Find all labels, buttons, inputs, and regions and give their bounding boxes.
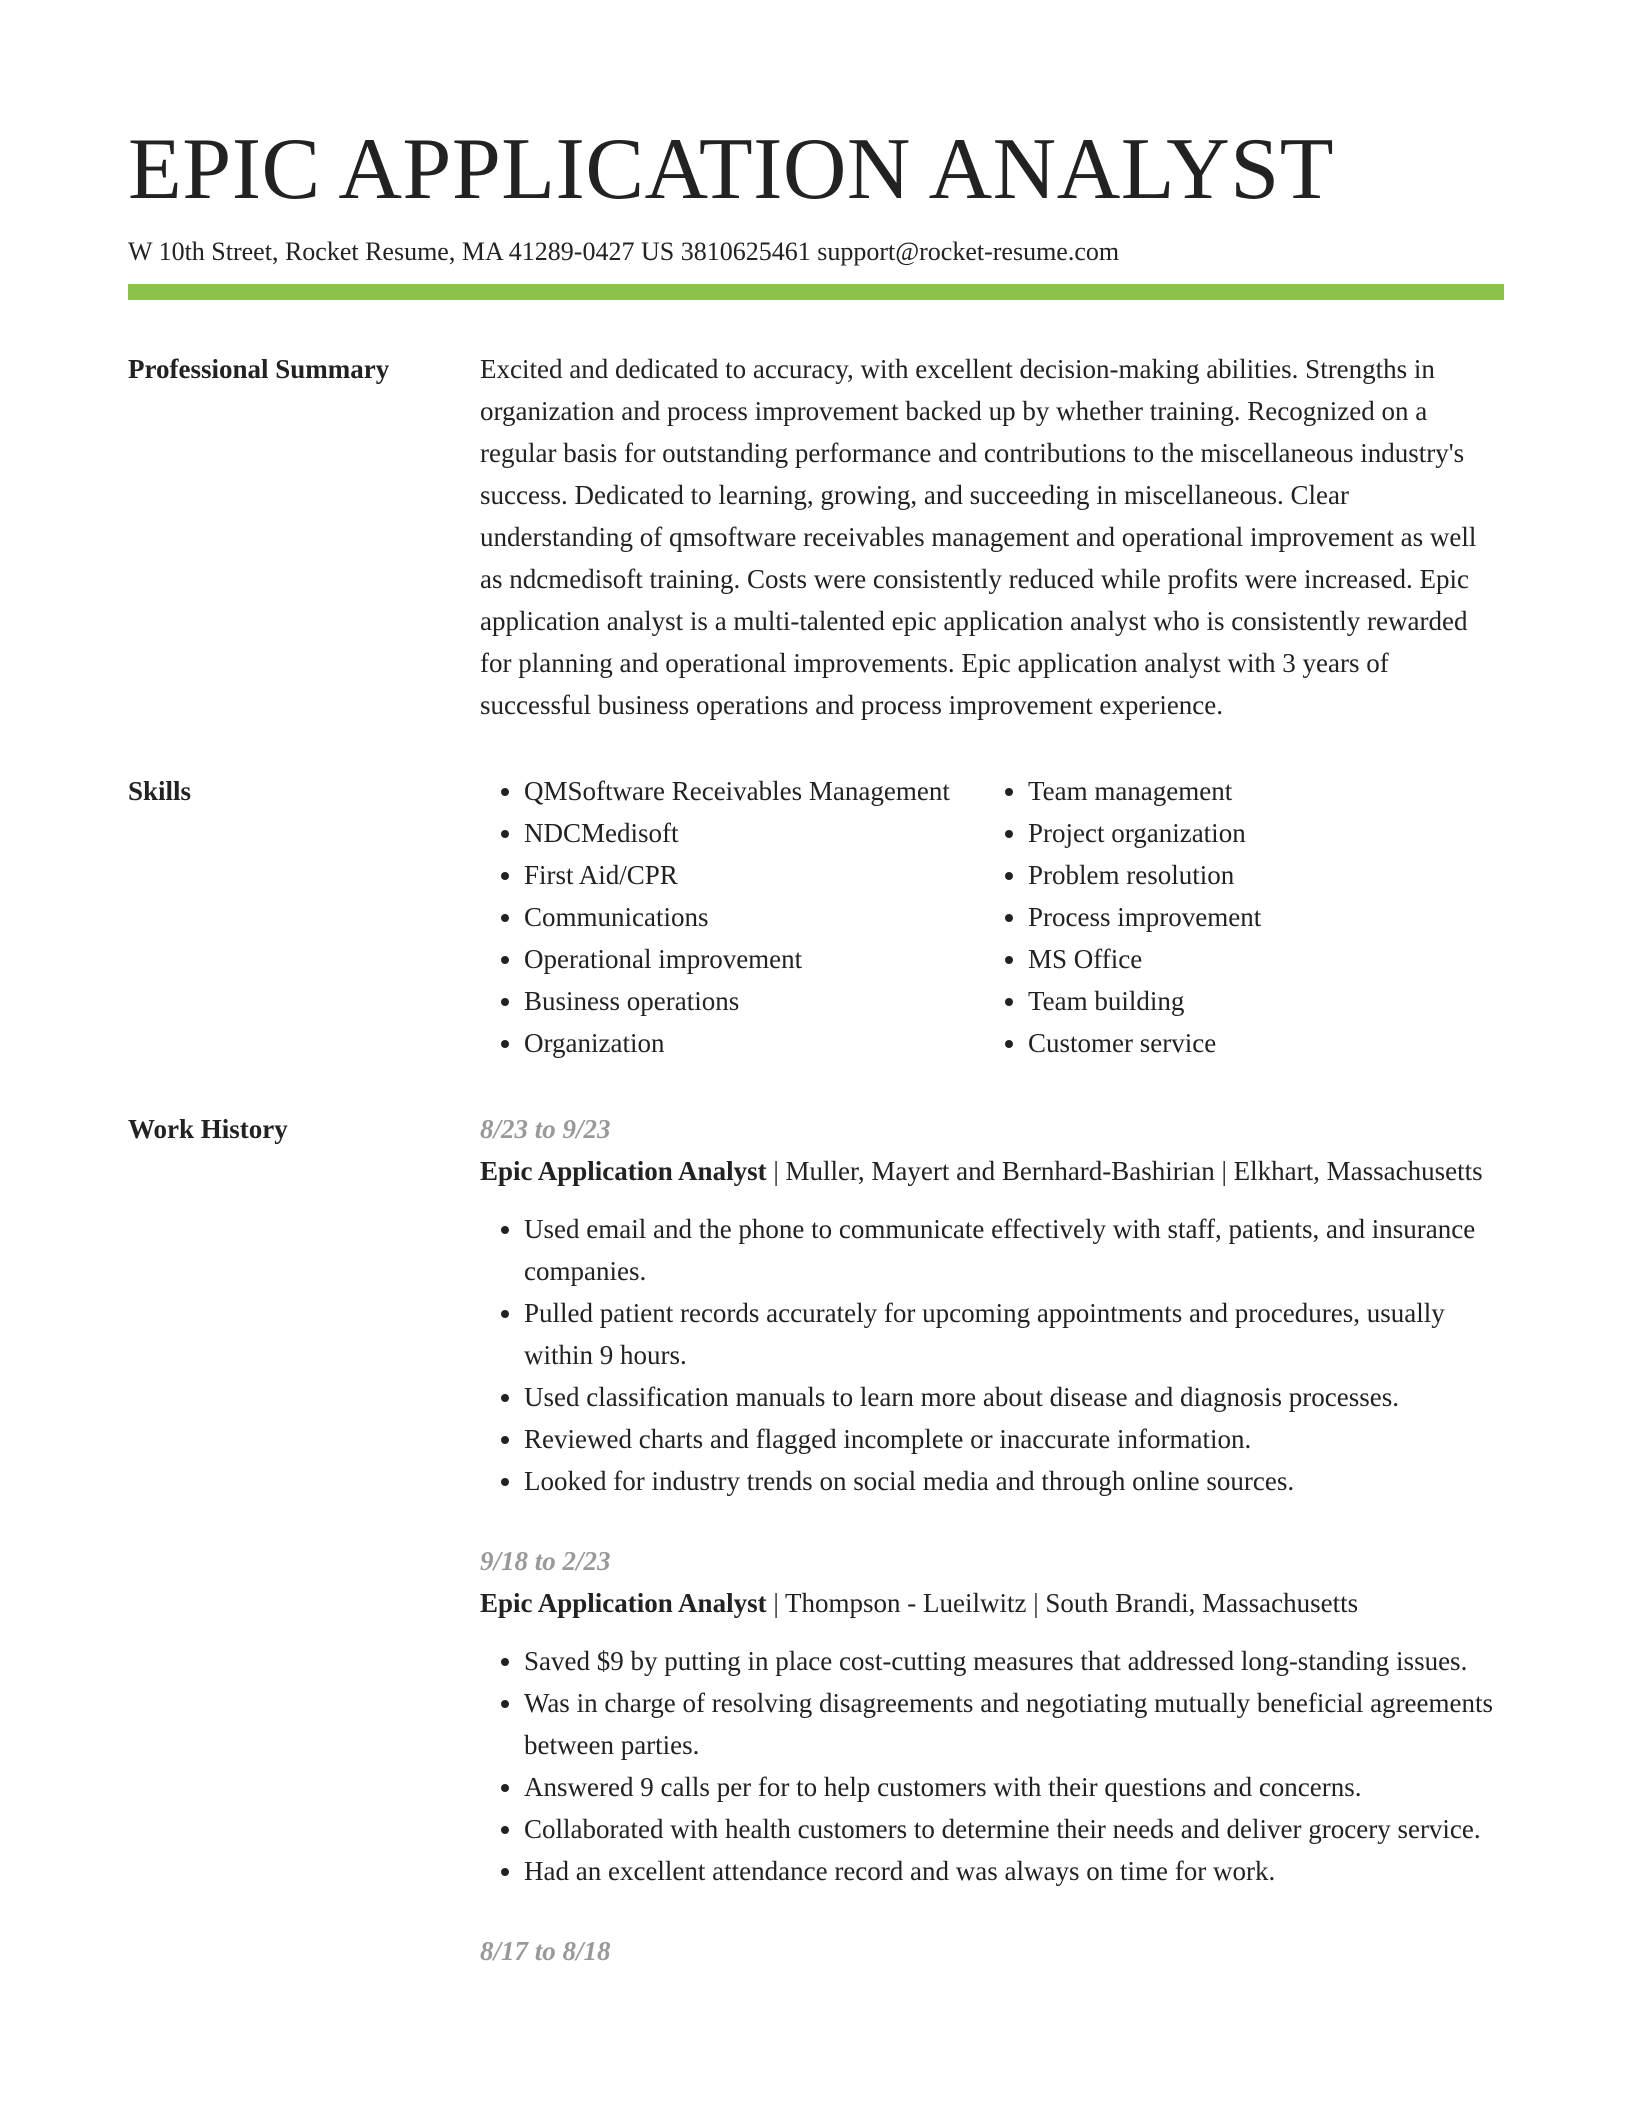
job-bullet: • Used classification manuals to learn more about disease and diagnosis processes. [524,1376,1504,1418]
job-dates: 8/23 to 9/23 [480,1114,611,1144]
work-history-heading: Work History [128,1114,288,1144]
skill-item: • MS Office [1028,938,1261,980]
job-entry [480,1930,1504,1972]
summary-section [128,348,1504,726]
skill-item: • Team building [1028,980,1261,1022]
skill-item: • Organization [524,1022,984,1064]
work-history-entries [480,1108,1504,2010]
job-title: Epic Application Analyst [480,1156,767,1186]
skills-column-1 [480,770,984,1064]
job-dates: 9/18 to 2/23 [480,1546,611,1576]
job-bullet: • Was in charge of resolving disagreements and negotiating mutually beneficial agreements between parties. [524,1682,1504,1766]
skill-item: • Customer service [1028,1022,1261,1064]
skill-item: • Team management [1028,770,1261,812]
job-bullet: • Looked for industry trends on social media and through online sources. [524,1460,1504,1502]
job-bullet: • Collaborated with health customers to determine their needs and deliver grocery service. [524,1808,1504,1850]
contact-line: W 10th Street, Rocket Resume, MA 41289-0427 US 3810625461 support@rocket-resume.com [128,237,1120,266]
job-bullet: • Used email and the phone to communicate effectively with staff, patients, and insurance companies. [524,1208,1504,1292]
work-history-section [128,1108,1504,2010]
job-bullet: • Pulled patient records accurately for upcoming appointments and procedures, usually within 9 hours. [524,1292,1504,1376]
skill-item: • Problem resolution [1028,854,1261,896]
job-dates: 8/17 to 8/18 [480,1936,611,1966]
skill-item: • Communications [524,896,984,938]
job-bullet: • Had an excellent attendance record and was always on time for work. [524,1850,1504,1892]
skills-heading: Skills [128,776,192,806]
skills-section [128,770,1504,1064]
job-heading [480,1150,1504,1192]
skill-item: • Business operations [524,980,984,1022]
summary-heading: Professional Summary [128,354,390,384]
job-heading [480,1582,1504,1624]
skill-item: • NDCMedisoft [524,812,984,854]
job-entry [480,1108,1504,1502]
job-employer-location: | Thompson - Lueilwitz | South Brandi, Massachusetts [766,1588,1359,1618]
resume-page [128,120,1504,2010]
resume-name: EPIC APPLICATION ANALYST [128,121,1334,218]
job-bullet: • Saved $9 by putting in place cost-cutting measures that addressed long-standing issues. [524,1640,1504,1682]
skill-item: • Operational improvement [524,938,984,980]
skill-item: • First Aid/CPR [524,854,984,896]
job-bullets [480,1640,1504,1892]
summary-text: Excited and dedicated to accuracy, with excellent decision-making abilities. Strengths in organization and process improvement backed up by whether training. Recognized on a regular basis for outstanding performance and contributions to the miscellaneous industry's success. Dedicated to learning, growing, and succeeding in miscellaneous. Clear understanding of qmsoftware receivables management and operational improvement as well as ndcmedisoft training. Costs were consistently reduced while profits were increased. Epic application analyst is a multi-talented epic application analyst who is consistently rewarded for planning and operational improvements. Epic application analyst with 3 years of successful business operations and process improvement experience. [480,354,1477,720]
job-bullets [480,1208,1504,1502]
job-employer-location: | Muller, Mayert and Bernhard-Bashirian | Elkhart, Massachusetts [766,1156,1483,1186]
skill-item: • Project organization [1028,812,1261,854]
skills-lists [480,770,1504,1064]
job-bullet: • Reviewed charts and flagged incomplete or inaccurate information. [524,1418,1504,1460]
accent-divider [128,284,1504,300]
job-entry [480,1540,1504,1892]
skill-item: • QMSoftware Receivables Management [524,770,984,812]
job-title: Epic Application Analyst [480,1588,767,1618]
job-bullet: • Answered 9 calls per for to help customers with their questions and concerns. [524,1766,1504,1808]
skills-column-2 [984,770,1261,1064]
skill-item: • Process improvement [1028,896,1261,938]
